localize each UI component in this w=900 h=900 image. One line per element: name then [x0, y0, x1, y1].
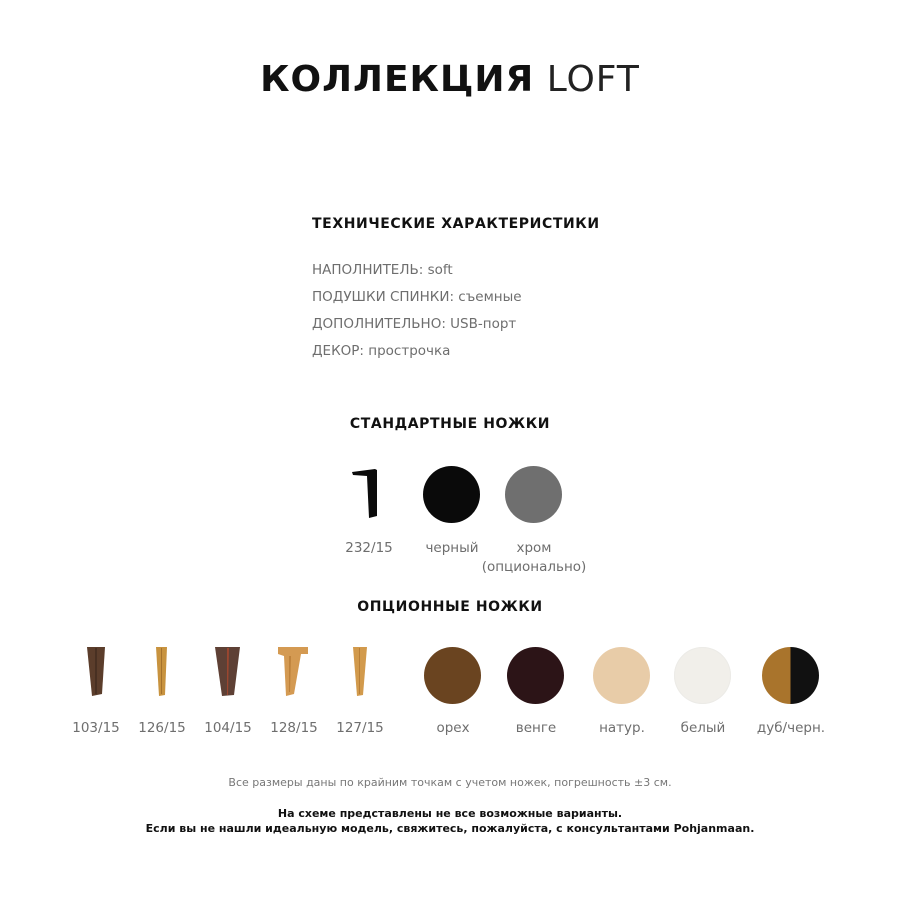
white-color-label: белый [680, 720, 726, 736]
variants-note [0, 806, 900, 836]
title-collection-name: LOFT [546, 59, 640, 100]
metal-leg-shape [352, 469, 377, 518]
specs-heading: ТЕХНИЧЕСКИЕ ХАРАКТЕРИСТИКИ [312, 216, 600, 232]
walnut-color-swatch [424, 647, 481, 704]
dimensions-note: Все размеры даны по крайним точкам с учетом ножек, погрешность ±3 см. [228, 776, 672, 789]
chrome-optional-label: (опционально) [481, 559, 587, 575]
optional-legs-heading: ОПЦИОННЫЕ НОЖКИ [357, 599, 543, 615]
leg-104-label: 104/15 [204, 720, 252, 736]
variants-note-line-2: Если вы не нашли идеальную модель, свяжитесь, пожалуйста, с консультантами Pohjanmaan. [145, 822, 755, 835]
spec-additional: ДОПОЛНИТЕЛЬНО: USB-порт [312, 316, 517, 332]
walnut-color-label: орех [436, 720, 470, 736]
wenge-color-label: венге [515, 720, 557, 736]
tapered-wood-leg-icon [348, 646, 372, 698]
natural-color-label: натур. [599, 720, 645, 736]
title-collection: КОЛЛЕКЦИЯ [260, 59, 535, 100]
leg-126-label: 126/15 [138, 720, 186, 736]
leg-103-label: 103/15 [72, 720, 120, 736]
oak-black-color-label: дуб/черн. [756, 720, 826, 736]
variants-note-line-1: На схеме представлены не все возможные варианты. [277, 807, 623, 820]
standard-leg-label: 232/15 [345, 540, 393, 556]
metal-leg-icon [351, 468, 387, 522]
leg-128-label: 128/15 [270, 720, 318, 736]
black-color-label: черный [425, 540, 479, 556]
spec-filling: НАПОЛНИТЕЛЬ: soft [312, 262, 453, 278]
standard-color-chrome [474, 466, 594, 586]
spec-decor: ДЕКОР: прострочка [312, 343, 451, 359]
chrome-color-swatch [505, 466, 562, 523]
chrome-color-label: хром [516, 540, 552, 556]
page-title [0, 52, 900, 108]
standard-legs-heading: СТАНДАРТНЫЕ НОЖКИ [349, 416, 551, 432]
oak-black-color-swatch [762, 647, 819, 704]
black-color-swatch [423, 466, 480, 523]
natural-color-swatch [593, 647, 650, 704]
specs-list [312, 257, 522, 365]
white-color-swatch [674, 647, 731, 704]
spec-back-cushions: ПОДУШКИ СПИНКИ: съемные [312, 289, 522, 305]
leg-127-label: 127/15 [336, 720, 384, 736]
optional-color-oak-black [731, 646, 851, 746]
wenge-color-swatch [507, 647, 564, 704]
